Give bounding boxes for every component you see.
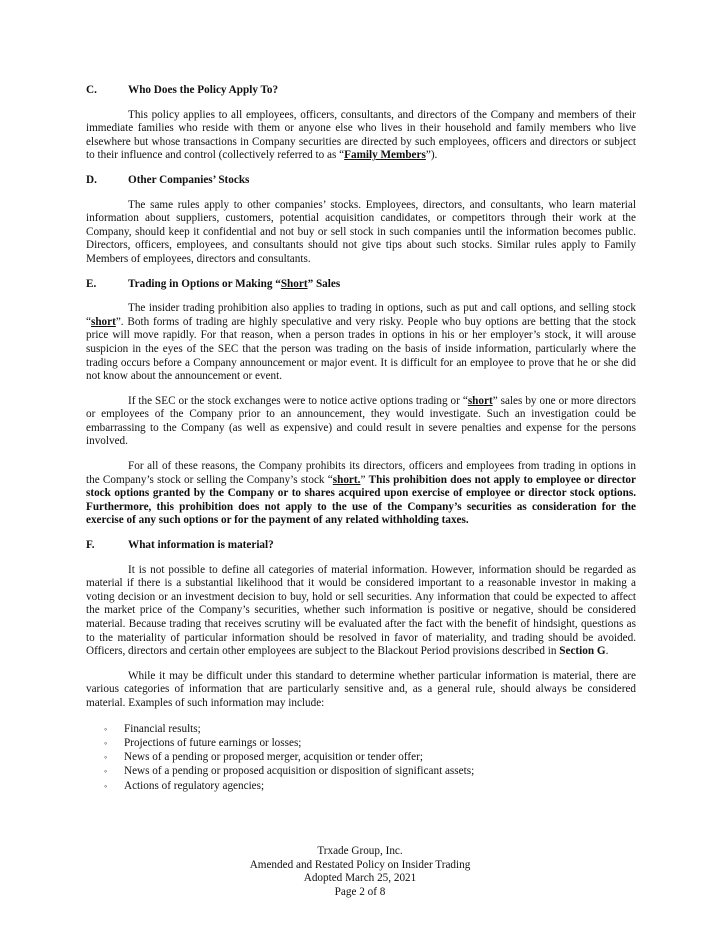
paragraph-text: It is not possible to define all categories of material information. However, information should be regarded as material if there is a substantial likelihood that it would be considered important to a reasonable investor in making a voting decision or an investment decision to buy, hold or sell securities. Any information that could be expected to affect the market price of the Company’s securities, whether such information is positive or negative, should be considered material. Because trading that receives scrutiny will be evaluated after the fact with the benefit of hindsight, questions as to the materiality of particular information should be resolved in favor of materiality, and trading should be avoided. Officers, directors and certain other employees are subject to the Blackout Period provisions described in xyxy=(86,563,636,658)
paragraph-text: ” sales by one or more directors or employees of the Company prior to an announcement, they would investigate. Such an investigation could be embarrassing to the Company (as well as expensive) and could result in severe penalties and expense for the persons involved. xyxy=(86,394,637,448)
section-f xyxy=(86,539,636,793)
defined-term: Short xyxy=(280,277,308,290)
paragraph xyxy=(86,302,636,384)
section-letter: F. xyxy=(86,539,95,552)
paragraph xyxy=(86,564,636,659)
list-item xyxy=(86,722,636,736)
section-letter: E. xyxy=(86,277,97,290)
list-item xyxy=(86,750,636,764)
section-e xyxy=(86,278,636,529)
bullet-icon: ◦ xyxy=(104,780,108,791)
list-item xyxy=(86,764,636,778)
defined-term: short. xyxy=(332,473,361,486)
paragraph: While it may be difficult under this standard to determine whether particular information is material, there are various categories of information that are particularly sensitive and, as a general rule, should always be considered material. Examples of such information may include: xyxy=(86,669,636,709)
footer-adopted-date: Adopted March 25, 2021 xyxy=(303,872,417,885)
bold-text: This prohibition does not apply to employee or director stock options granted by the Company or to shares acquired upon exercise of employee or director stock options. Furthermore, this prohibition does not apply to the use of the Company’s securities as consideration for the exercise of any such options or for the payment of any related withholding taxes. xyxy=(86,473,636,527)
list-item-text: Projections of future earnings or losses; xyxy=(124,736,302,749)
section-c xyxy=(86,84,636,163)
list-item xyxy=(86,779,636,793)
list-item-text: Actions of regulatory agencies; xyxy=(124,779,265,792)
section-title: Other Companies’ Stocks xyxy=(128,173,250,186)
paragraph-text: If the SEC or the stock exchanges were to notice active options trading or “ xyxy=(128,394,468,407)
list-item-text: News of a pending or proposed merger, acquisition or tender offer; xyxy=(124,751,423,764)
section-title: Who Does the Policy Apply To? xyxy=(128,84,279,96)
defined-term: short xyxy=(90,315,116,328)
section-heading xyxy=(86,174,636,188)
paragraph-text: This policy applies to all employees, officers, consultants, and directors of the Company and members of their immediate families who reside with them or anyone else who lives in their household and family members who live elsewhere but whose transactions in Company securities are directed by such employees, officers and directors or subject to their influence and control (collectively referred to as “ xyxy=(86,108,636,162)
list-item-text: Financial results; xyxy=(124,722,201,735)
list-item-text: News of a pending or proposed acquisition or disposition of significant assets; xyxy=(124,765,475,778)
section-title xyxy=(128,278,636,292)
footer-page-number: Page 2 of 8 xyxy=(334,885,386,898)
section-letter: C. xyxy=(86,84,97,96)
bullet-icon: ◦ xyxy=(104,766,108,777)
paragraph xyxy=(86,395,636,449)
paragraph xyxy=(86,109,636,163)
paragraph-text: The insider trading prohibition also applies to trading in options, such as put and call options, and selling stock “ xyxy=(86,302,636,328)
defined-term: short xyxy=(467,394,493,407)
list-item xyxy=(86,736,636,750)
page-footer xyxy=(0,845,720,899)
defined-term: Family Members xyxy=(344,149,426,162)
section-heading xyxy=(86,278,636,292)
bullet-icon: ◦ xyxy=(104,737,108,748)
section-heading xyxy=(86,84,636,98)
bullet-icon: ◦ xyxy=(104,723,108,734)
paragraph: The same rules apply to other companies’ stocks. Employees, directors, and consultants, who learn material information about suppliers, customers, potential acquisition candidates, or competitors through their work at the Company, should keep it confidential and not buy or sell stock in such companies until the information becomes public. Directors, officers, employees, and consultants should not give tips about such stocks. Similar rules apply to Family Members of employees, directors and consultants. xyxy=(86,198,636,265)
title-text: Trading in Options or Making “ xyxy=(128,277,281,290)
paragraph-text: ”). xyxy=(425,149,438,162)
footer-company: Trxade Group, Inc. xyxy=(317,845,403,857)
paragraph-text: For all of these reasons, the Company prohibits its directors, officers and employees from trading in options in the Company’s stock or selling the Company’s stock “ xyxy=(86,460,636,486)
bullet-icon: ◦ xyxy=(104,752,108,763)
section-reference: Section G xyxy=(559,645,606,658)
page-body xyxy=(86,84,636,803)
paragraph-text: ”. Both forms of trading are highly speculative and very risky. People who buy options are betting that the stock price will move rapidly. For that reason, when a person trades in options in his or her employer’s stock, it will arouse suspicion in the eyes of the SEC that the person was trading on the basis of inside information, particularly where the trading occurs before a Company announcement or major event. It is difficult for an employee to prove that he or she did not know about the announcement or event. xyxy=(86,315,636,383)
paragraph-text: . xyxy=(605,645,609,658)
section-letter: D. xyxy=(86,173,97,186)
footer-document-title: Amended and Restated Policy on Insider Trading xyxy=(249,858,471,871)
paragraph-text: ” xyxy=(360,473,369,486)
section-d xyxy=(86,174,636,267)
paragraph xyxy=(86,460,636,528)
bullet-list xyxy=(86,722,636,793)
title-text: ” Sales xyxy=(307,277,341,290)
section-title: What information is material? xyxy=(128,539,274,552)
section-heading xyxy=(86,539,636,553)
